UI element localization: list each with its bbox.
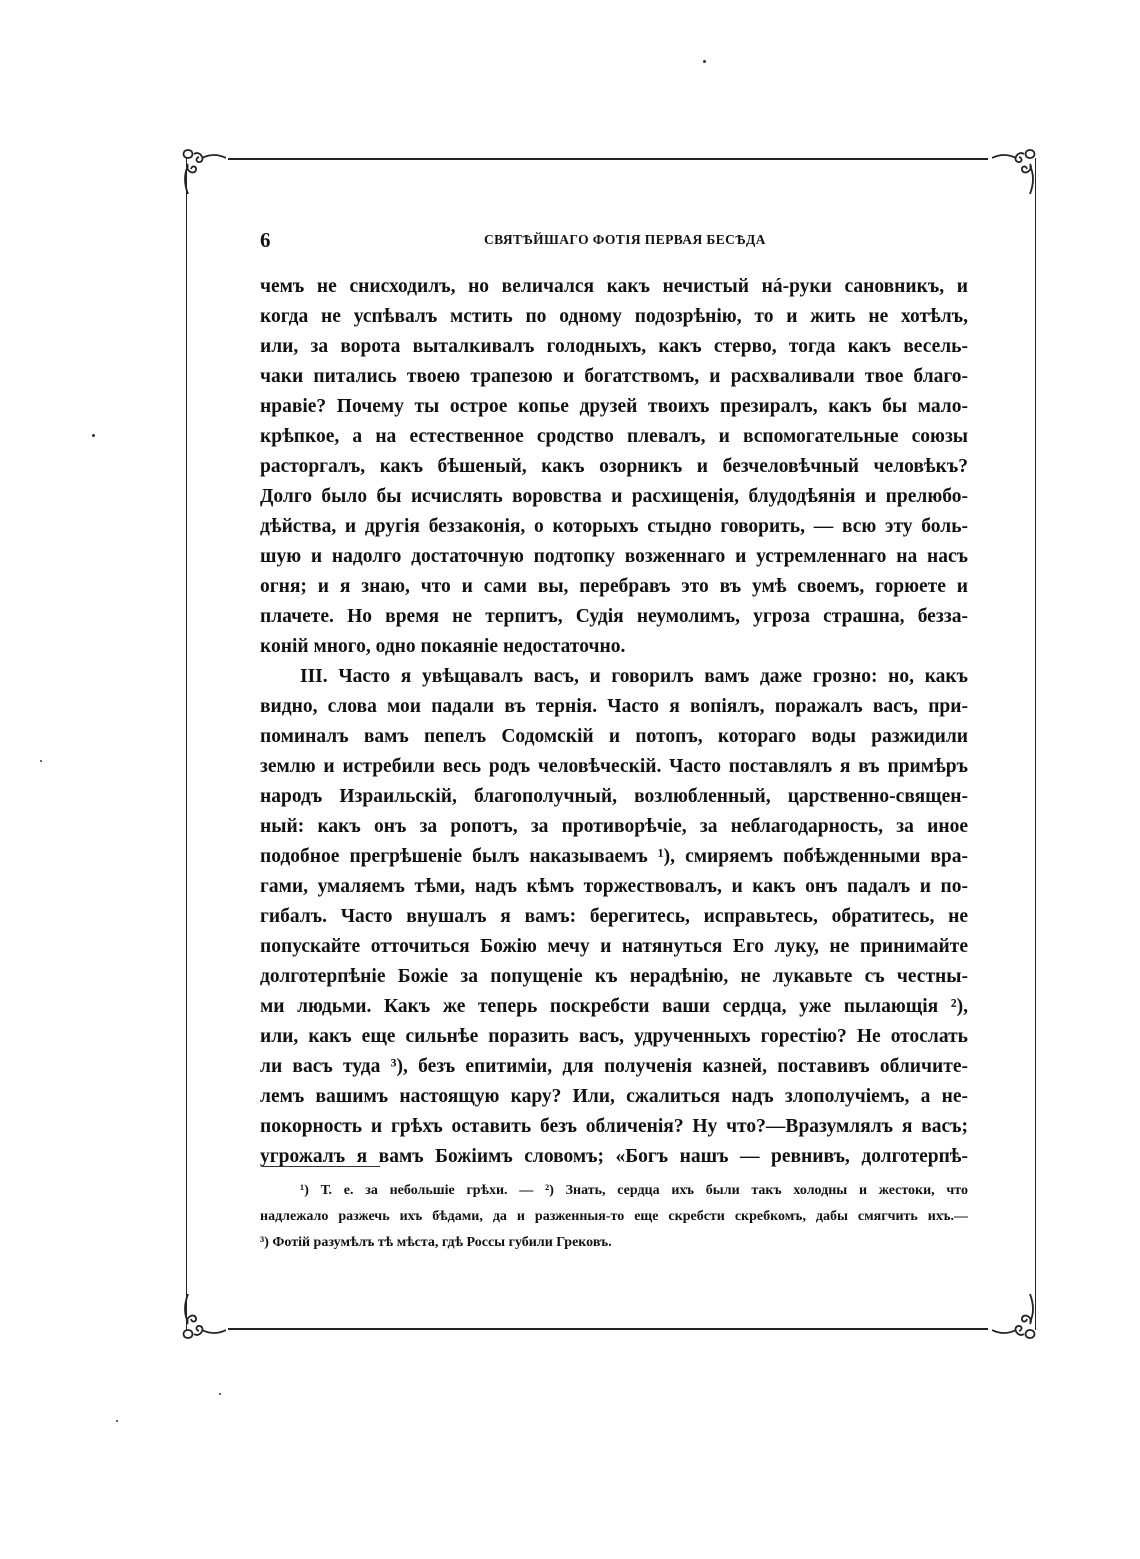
text-line: народъ Израильскій, благополучный, возлюбленный, царственно-священ- <box>260 786 968 807</box>
main-text <box>260 272 968 1172</box>
scan-speck <box>40 760 42 762</box>
text-line: угрожалъ я вамъ Божіимъ словомъ; «Богъ нашъ — ревнивъ, долготерпѣ- <box>260 1146 968 1167</box>
text-line: попускайте отточиться Божію мечу и натянуться Его луку, не принимайте <box>260 936 968 957</box>
text-line: видно, слова мои падали въ тернія. Часто я вопіялъ, поражалъ васъ, при- <box>260 696 968 717</box>
footnote-line: ³) Фотій разумѣлъ тѣ мѣста, гдѣ Россы губили Грековъ. <box>260 1235 612 1250</box>
text-line: подобное прегрѣшеніе былъ наказываемъ ¹), смиряемъ побѣжденными вра- <box>260 846 968 867</box>
corner-ornament-icon <box>180 1294 226 1340</box>
text-line: долготерпѣніе Божіе за попущеніе къ нерадѣнію, не лукавьте съ честны- <box>260 966 968 987</box>
text-line: плачете. Но время не терпитъ, Судія неумолимъ, угроза страшна, безза- <box>260 606 968 627</box>
text-line: чаки питались твоею трапезою и богатствомъ, и расхваливали твое благо- <box>260 366 968 387</box>
text-line: гами, умаляемъ тѣми, надъ кѣмъ торжествовалъ, и какъ онъ падалъ и по- <box>260 876 968 897</box>
bottom-border-rule <box>228 1328 988 1330</box>
scan-speck <box>703 60 706 63</box>
text-line: расторгалъ, какъ бѣшеный, какъ озорникъ и безчеловѣчный человѣкъ? <box>260 456 968 477</box>
text-line: лемъ вашимъ настоящую кару? Или, сжалиться надъ злополучіемъ, а не- <box>260 1086 968 1107</box>
text-line: землю и истребили весь родъ человѣческій. Часто поставлялъ я въ примѣръ <box>260 756 968 777</box>
text-line: гибалъ. Часто внушалъ я вамъ: берегитесь, исправьтесь, обратитесь, не <box>260 906 968 927</box>
text-line: или, какъ еще сильнѣе поразить васъ, удрученныхъ горестію? Не отослать <box>260 1026 968 1047</box>
text-line: крѣпкое, а на естественное сродство плевалъ, и вспомогательные союзы <box>260 426 968 447</box>
footnote-line: ¹) Т. е. за небольшіе грѣхи. — ²) Знать, сердца ихъ были такъ холодны и жестоки, что <box>300 1183 968 1198</box>
text-line: или, за ворота выталкивалъ голодныхъ, какъ стерво, тогда какъ весель- <box>260 336 968 357</box>
text-line: коній много, одно покаяніе недостаточно. <box>260 636 626 657</box>
text-line: Долго было бы исчислять воровства и расхищенія, блудодѣянія и прелюбо- <box>260 486 968 507</box>
text-line: шую и надолго достаточную подтопку возженнаго и устремленнаго на насъ <box>260 546 968 567</box>
scan-speck <box>219 1393 221 1395</box>
scan-speck <box>92 434 95 437</box>
text-line: когда не успѣвалъ мстить по одному подозрѣнію, то и жить не хотѣлъ, <box>260 306 968 327</box>
text-line: дѣйства, и другія беззаконія, о которыхъ стыдно говорить, — всю эту боль- <box>260 516 968 537</box>
corner-ornament-icon <box>992 148 1038 194</box>
text-line: покорность и грѣхъ оставить безъ обличенія? Ну что?—Вразумлялъ я васъ; <box>260 1116 968 1137</box>
text-line: ли васъ туда ³), безъ епитиміи, для полученія казней, поставивъ обличите- <box>260 1056 968 1077</box>
text-line: ный: какъ онъ за ропотъ, за противорѣчіе, за неблагодарность, за иное <box>260 816 968 837</box>
corner-ornament-icon <box>992 1294 1038 1340</box>
running-head: СВЯТѢЙШАГО ФОТІЯ ПЕРВАЯ БЕСѢДА <box>484 232 766 247</box>
footnotes <box>260 1178 968 1256</box>
text-line: нравіе? Почему ты острое копье друзей твоихъ презиралъ, какъ бы мало- <box>260 396 968 417</box>
text-line: поминалъ вамъ пепелъ Содомскій и потопъ, котораго воды разжидили <box>260 726 968 747</box>
page-number: 6 <box>260 228 271 252</box>
text-line: ми людьми. Какъ же теперь поскребсти ваши сердца, уже пылающія ²), <box>260 996 968 1017</box>
corner-ornament-icon <box>180 148 226 194</box>
footnote-separator <box>262 1166 380 1167</box>
scan-speck <box>116 1420 118 1422</box>
text-line: огня; и я знаю, что и сами вы, перебравъ это въ умѣ своемъ, горюете и <box>260 576 968 597</box>
top-border-rule <box>228 158 988 160</box>
footnote-line: надлежало разжечь ихъ бѣдами, да и разженныя-то еще скребсти скребкомъ, дабы смягчить ихъ.— <box>260 1209 968 1224</box>
text-line: чемъ не снисходилъ, но величался какъ нечистый нá-руки сановникъ, и <box>260 276 968 297</box>
paragraph-start-line: III. Часто я увѣщавалъ васъ, и говорилъ вамъ даже грозно: но, какъ <box>300 666 968 687</box>
